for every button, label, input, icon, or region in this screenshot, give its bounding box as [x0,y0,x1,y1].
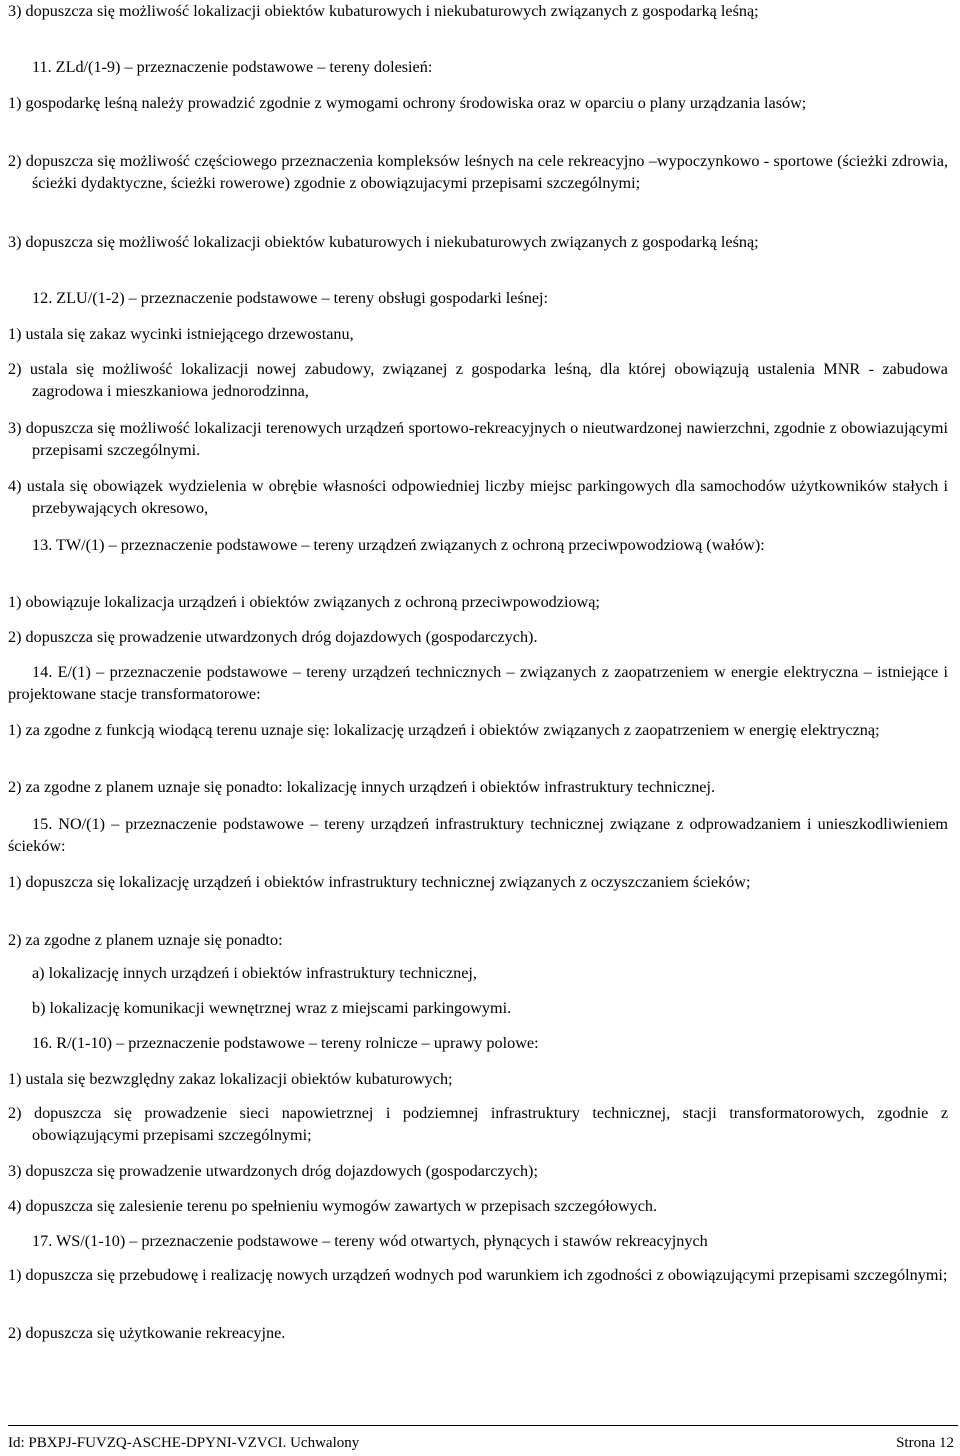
footer-document-id: Id: PBXPJ-FUVZQ-ASCHE-DPYNI-VZVCI. Uchwalony [8,1435,360,1451]
section-heading-17: 17. WS/(1-10) – przeznaczenie podstawowe – tereny wód otwartych, płynących i stawów rekreacyjnych [32,1232,708,1250]
paragraph-23: 2) dopuszcza się prowadzenie sieci napowietrznej i podziemnej infrastruktury technicznej, stacji transformatorowych, zgodnie z obowiązującymi przepisami szczególnymi; [8,1104,948,1144]
paragraph-14: 1) za zgodne z funkcją wiodącą terenu uznaje się: lokalizację urządzeń i obiektów związanych z zaopatrzeniem w energię elektryczną; [8,721,880,739]
section-heading-14: 14. E/(1) – przeznaczenie podstawowe – tereny urządzeń technicznych – związanych z zaopatrzeniem w energie elektryczna – istniejące i projektowane stacje transformatorowe: [8,663,948,703]
paragraph-4: 3) dopuszcza się możliwość lokalizacji obiektów kubaturowych i niekubaturowych związanych z gospodarką leśną; [8,233,759,251]
section-heading-13: 13. TW/(1) – przeznaczenie podstawowe – tereny urządzeń związanych z ochroną przeciwpowodziową (wałów): [32,536,765,554]
paragraph-22: 1) ustala się bezwzględny zakaz lokalizacji obiektów kubaturowych; [8,1070,453,1088]
paragraph-2: 1) gospodarkę leśną należy prowadzić zgodnie z wymogami ochrony środowiska oraz w oparciu o plany urządzania lasów; [8,94,807,112]
paragraph-9: 4) ustala się obowiązek wydzielenia w obrębie własności odpowiedniej liczby miejsc parkingowych dla samochodów użytkowników stałych i przebywających okresowo, [8,477,948,517]
paragraph-3: 2) dopuszcza się możliwość częściowego przeznaczenia kompleksów leśnych na cele rekreacyjno –wypoczynkowo - sportowe (ścieżki zdrowia, ścieżki dydaktyczne, ścieżki rowerowe) zgodnie z obowiązujacymi przepisami szczególnymi; [8,152,948,192]
paragraph-20: b) lokalizację komunikacji wewnętrznej wraz z miejscami parkingowymi. [32,999,512,1017]
paragraph-15: 2) za zgodne z planem uznaje się ponadto: lokalizację innych urządzeń i obiektów infrastruktury technicznej. [8,778,716,796]
footer-page-number: Strona 12 [896,1435,954,1451]
paragraph-25: 4) dopuszcza się zalesienie terenu po spełnieniu wymogów zawartych w przepisach szczegółowych. [8,1197,658,1215]
footer-divider [8,1425,958,1426]
paragraph-6: 1) ustala się zakaz wycinki istniejącego drzewostanu, [8,325,354,343]
paragraph-27: 1) dopuszcza się przebudowę i realizację nowych urządzeń wodnych pod warunkiem ich zgodności z obowiązującymi przepisami szczególnymi; [8,1266,948,1284]
paragraph-0: 3) dopuszcza się możliwość lokalizacji obiektów kubaturowych i niekubaturowych związanych z gospodarką leśną; [8,2,759,20]
paragraph-18: 2) za zgodne z planem uznaje się ponadto: [8,931,283,949]
section-heading-11: 11. ZLd/(1-9) – przeznaczenie podstawowe – tereny dolesień: [32,58,433,76]
paragraph-8: 3) dopuszcza się możliwość lokalizacji terenowych urządzeń sportowo-rekreacyjnych o nieutwardzonej nawierzchni, zgodnie z obowiazującymi przepisami szczególnymi. [8,419,948,459]
section-heading-16: 16. R/(1-10) – przeznaczenie podstawowe – tereny rolnicze – uprawy polowe: [32,1034,539,1052]
paragraph-19: a) lokalizację innych urządzeń i obiektów infrastruktury technicznej, [32,964,477,982]
paragraph-28: 2) dopuszcza się użytkowanie rekreacyjne. [8,1324,286,1342]
paragraph-7: 2) ustala się możliwość lokalizacji nowej zabudowy, związanej z gospodarka leśną, dla której obowiązują ustalenia MNR - zabudowa zagrodowa i mieszkaniowa jednorodzinna, [8,360,948,400]
paragraph-24: 3) dopuszcza się prowadzenie utwardzonych dróg dojazdowych (gospodarczych); [8,1162,538,1180]
paragraph-11: 1) obowiązuje lokalizacja urządzeń i obiektów związanych z ochroną przeciwpowodziową; [8,593,600,611]
section-heading-15: 15. NO/(1) – przeznaczenie podstawowe – tereny urządzeń infrastruktury technicznej związane z odprowadzaniem i unieszkodliwieniem ścieków: [8,815,948,855]
section-heading-12: 12. ZLU/(1-2) – przeznaczenie podstawowe – tereny obsługi gospodarki leśnej: [32,289,549,307]
paragraph-17: 1) dopuszcza się lokalizację urządzeń i obiektów infrastruktury technicznej związanych z oczyszczaniem ścieków; [8,873,751,891]
paragraph-12: 2) dopuszcza się prowadzenie utwardzonych dróg dojazdowych (gospodarczych). [8,628,538,646]
